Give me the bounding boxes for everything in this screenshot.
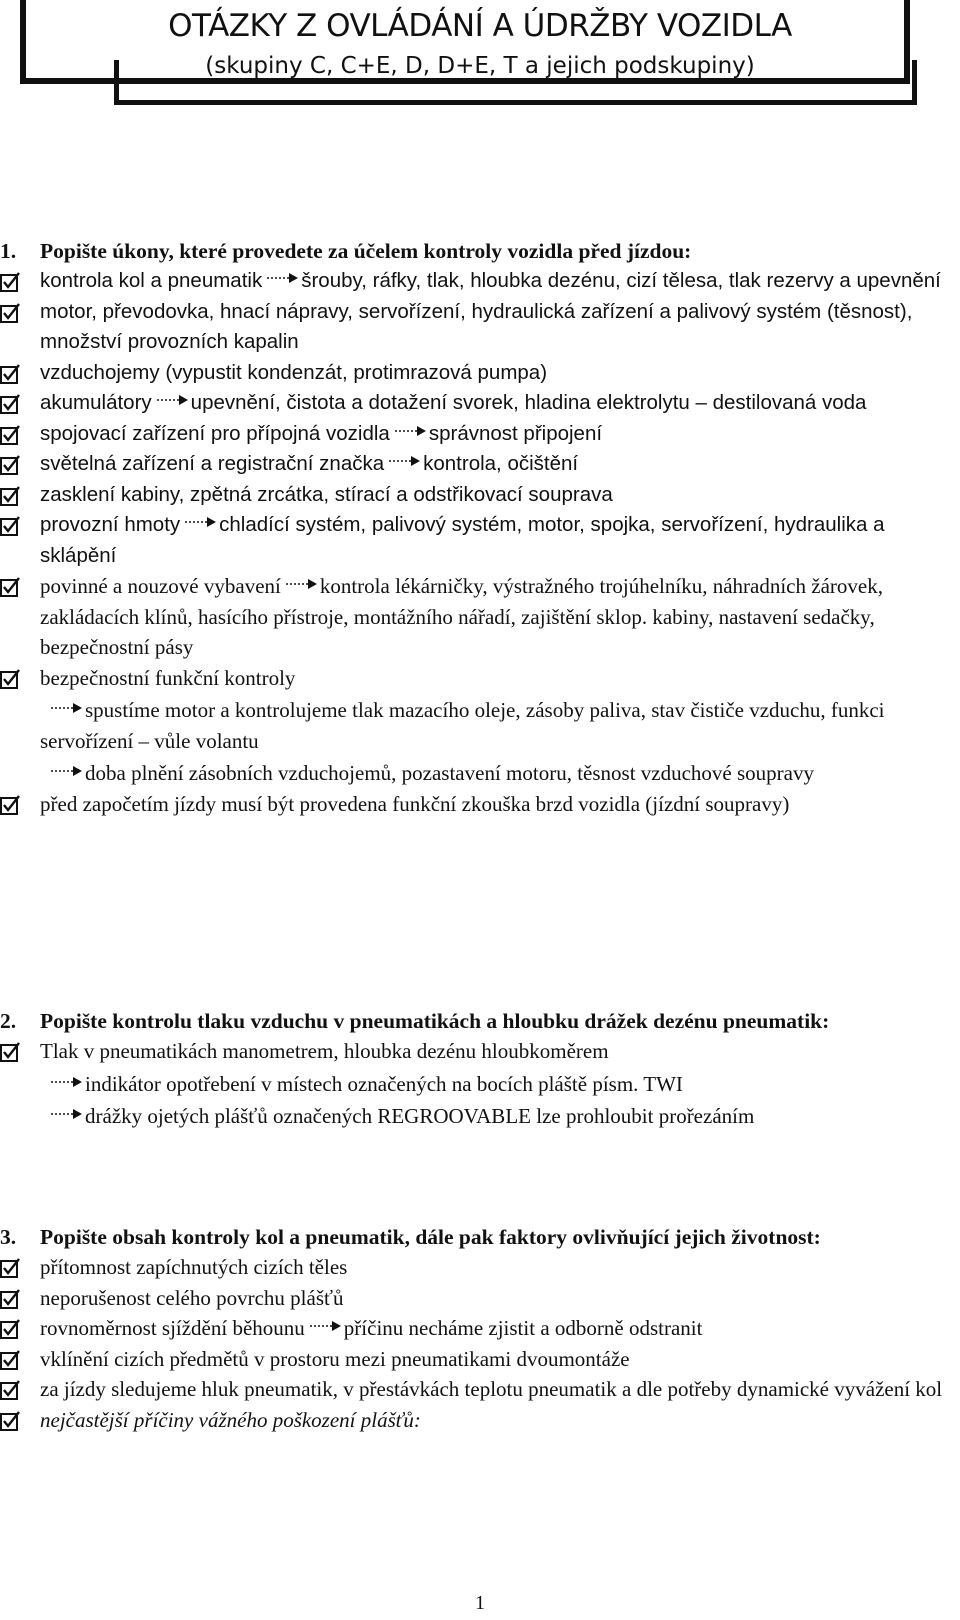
item-detail: kontrola lékárničky, výstražného trojúhelníku, náhradních žárovek, zakládacích klínů, hasícího přístroje, montážního nářadí, zajištění sklop. kabiny, nastavení sedačky, bezpečnostní pásy <box>40 574 883 659</box>
question-text: Popište obsah kontroly kol a pneumatik, dále pak faktory ovlivňující jejich životnost: <box>40 1225 821 1249</box>
page-title: OTÁZKY Z OVLÁDÁNÍ A ÚDRŽBY VOZIDLA <box>168 8 792 44</box>
question-heading <box>0 1006 960 1036</box>
checkbox-checked-icon <box>0 364 20 384</box>
list-item <box>0 388 960 419</box>
checkbox-checked-icon <box>0 272 20 292</box>
item-detail: správnost připojení <box>428 421 603 445</box>
sub-item-text: indikátor opotřebení v místech označených na bocích pláště písm. TWI <box>85 1071 683 1096</box>
list-item <box>0 1036 960 1067</box>
sub-item-text: spustíme motor a kontrolujeme tlak mazacího oleje, zásoby paliva, stav čističe vzduchu, funkci servořízení – vůle volantu <box>40 698 885 753</box>
dotted-arrow-icon <box>50 1107 84 1121</box>
question-heading <box>0 236 960 266</box>
list-item <box>0 358 960 389</box>
item-label: povinné a nouzové vybavení <box>40 574 281 598</box>
list-item <box>0 571 960 663</box>
dotted-arrow-icon <box>388 454 422 468</box>
item-label: spojovací zařízení pro přípojná vozidla <box>40 421 390 445</box>
checkbox-checked-icon <box>0 486 20 506</box>
page-number: 1 <box>475 1592 485 1614</box>
item-detail: příčinu necháme zjistit a odborně odstranit <box>343 1316 703 1340</box>
list-item <box>0 789 960 820</box>
item-text: za jízdy sledujeme hluk pneumatik, v přestávkách teplotu pneumatik a dle potřeby dynamické vyvážení kol <box>40 1377 943 1401</box>
list-item <box>0 1405 960 1436</box>
checkbox-checked-icon <box>0 1319 20 1339</box>
sub-item-text: doba plnění zásobních vzduchojemů, pozastavení motoru, těsnost vzduchové soupravy <box>85 761 814 785</box>
checkbox-checked-icon <box>0 1350 20 1370</box>
question-number: 1. <box>0 239 17 263</box>
checkbox-checked-icon <box>0 394 20 414</box>
checkbox-checked-icon <box>0 795 20 815</box>
item-detail: kontrola, očištění <box>423 452 579 475</box>
item-detail: upevnění, čistota a dotažení svorek, hladina elektrolytu – destilovaná voda <box>190 391 867 414</box>
list-item <box>0 1313 960 1344</box>
checkbox-checked-icon <box>0 1289 20 1309</box>
checkbox-checked-icon <box>0 577 20 597</box>
item-text: nejčastější příčiny vážného poškození plášťů: <box>40 1407 421 1432</box>
item-text: vklínění cizích předmětů v prostoru mezi pneumatikami dvoumontáže <box>40 1346 630 1371</box>
checkbox-checked-icon <box>0 1380 20 1400</box>
page-subtitle: (skupiny C, C+E, D, D+E, T a jejich podskupiny) <box>205 53 755 79</box>
sub-item <box>0 695 960 756</box>
item-label: světelná zařízení a registrační značka <box>40 452 385 475</box>
item-label: rovnoměrnost sjíždění běhounu <box>40 1316 305 1340</box>
question-2 <box>0 1006 960 1132</box>
list-item <box>0 480 960 511</box>
dotted-arrow-icon <box>266 271 300 285</box>
question-text: Popište úkony, které provedete za účelem kontroly vozidla před jízdou: <box>40 239 692 263</box>
item-text: zasklení kabiny, zpětná zrcátka, stírací a odstřikovací souprava <box>40 482 613 506</box>
question-number: 3. <box>0 1225 17 1249</box>
sub-item-text: drážky ojetých plášťů označených REGROOVABLE lze prohloubit prořezáním <box>85 1104 755 1128</box>
list-item <box>0 1344 960 1375</box>
item-label: provozní hmoty <box>40 513 181 536</box>
question-3 <box>0 1222 960 1435</box>
question-text: Popište kontrolu tlaku vzduchu v pneumatikách a hloubku drážek dezénu pneumatik: <box>40 1009 830 1033</box>
list-item <box>0 663 960 694</box>
list-item <box>0 510 960 571</box>
checkbox-checked-icon <box>0 303 20 323</box>
sub-item <box>0 1101 960 1132</box>
item-label: kontrola kol a pneumatik <box>40 269 263 292</box>
dotted-arrow-icon <box>50 1075 84 1089</box>
sub-item <box>0 758 960 789</box>
dotted-arrow-icon <box>394 424 428 438</box>
item-text: vzduchojemy (vypustit kondenzát, protimrazová pumpa) <box>40 360 548 384</box>
dotted-arrow-icon <box>156 393 190 407</box>
item-label: akumulátory <box>40 391 152 414</box>
checkbox-checked-icon <box>0 1258 20 1278</box>
item-detail: chladící systém, palivový systém, motor, spojka, servořízení, hydraulika a sklápění <box>40 513 885 567</box>
dotted-arrow-icon <box>309 1319 343 1333</box>
list-item <box>0 449 960 480</box>
list-item <box>0 297 960 358</box>
checkbox-checked-icon <box>0 455 20 475</box>
checkbox-checked-icon <box>0 425 20 445</box>
dotted-arrow-icon <box>50 764 84 778</box>
question-1 <box>0 236 960 819</box>
list-item <box>0 1283 960 1314</box>
dotted-arrow-icon <box>285 577 319 591</box>
dotted-arrow-icon <box>50 701 84 715</box>
dotted-arrow-icon <box>184 515 218 529</box>
sub-item <box>0 1069 960 1100</box>
question-number: 2. <box>0 1009 17 1033</box>
list-item <box>0 419 960 450</box>
checkbox-checked-icon <box>0 669 20 689</box>
item-detail: šrouby, ráfky, tlak, hloubka dezénu, cizí tělesa, tlak rezervy a upevnění <box>301 269 941 292</box>
list-item <box>0 266 960 297</box>
question-heading <box>0 1222 960 1252</box>
item-text: před započetím jízdy musí být provedena funkční zkouška brzd vozidla (jízdní soupravy) <box>40 791 790 816</box>
checkbox-checked-icon <box>0 516 20 536</box>
item-text: bezpečnostní funkční kontroly <box>40 665 296 690</box>
item-text: Tlak v pneumatikách manometrem, hloubka dezénu hloubkoměrem <box>40 1039 609 1063</box>
list-item <box>0 1252 960 1283</box>
checkbox-checked-icon <box>0 1411 20 1431</box>
checkbox-checked-icon <box>0 1042 20 1062</box>
list-item <box>0 1374 960 1405</box>
item-text: přítomnost zapíchnutých cizích těles <box>40 1255 348 1279</box>
item-text: neporušenost celého povrchu plášťů <box>40 1285 344 1310</box>
item-text: motor, převodovka, hnací nápravy, servořízení, hydraulická zařízení a palivový systém (těsnost), množství provozních kapalin <box>40 299 913 353</box>
